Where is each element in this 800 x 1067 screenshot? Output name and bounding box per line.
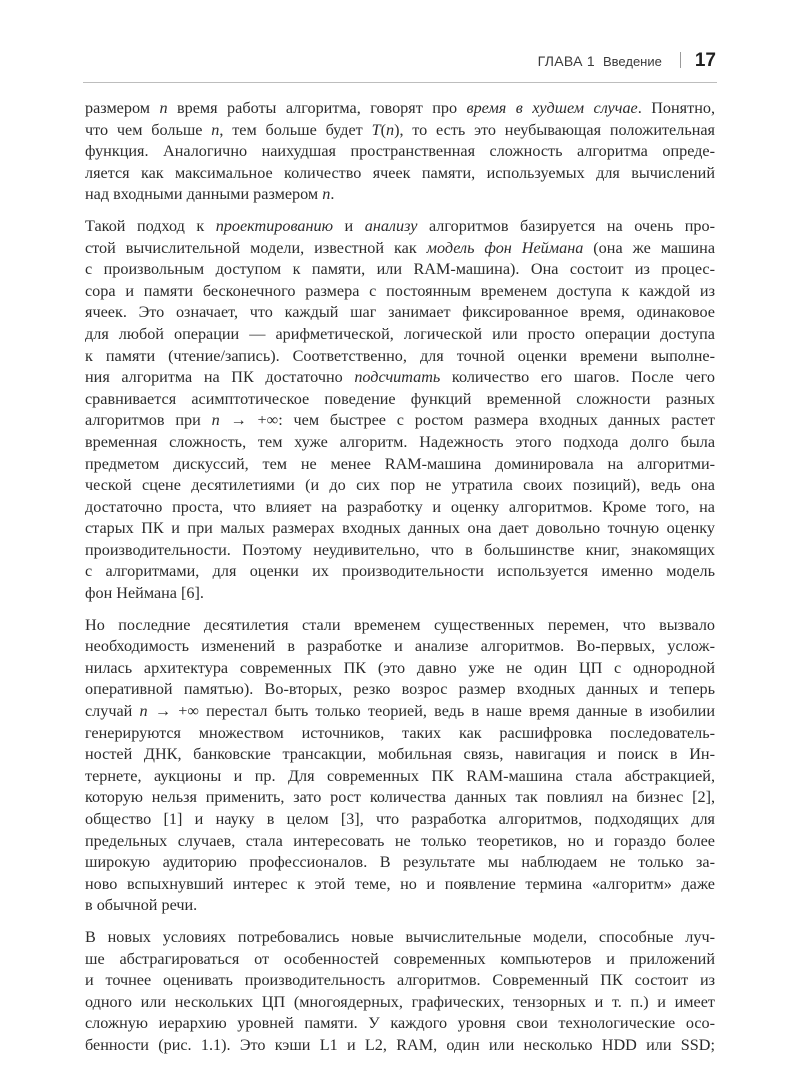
paragraph xyxy=(85,98,715,206)
text-run: , тем больше будет xyxy=(219,120,372,139)
text-run: ново вспыхнувший интерес к этой теме, но и появление термина «алгоритм» даже xyxy=(85,874,715,893)
paragraph xyxy=(85,216,715,605)
text-run: бенности (рис. 1.1). Это кэши L1 и L2, RAM, один или несколько HDD или SSD; xyxy=(85,1035,715,1054)
italic-text: n xyxy=(211,120,220,139)
text-line xyxy=(85,184,715,206)
chapter-label: ГЛАВА 1 xyxy=(537,53,595,69)
text-line xyxy=(85,723,715,745)
text-run: предельных случаев, стала интересовать не только теоретиков, но и гораздо более xyxy=(85,831,715,850)
text-line xyxy=(85,809,715,831)
text-line xyxy=(85,1035,715,1057)
text-run: над входными данными размером xyxy=(85,185,323,204)
text-line xyxy=(85,98,715,120)
text-line xyxy=(85,970,715,992)
italic-text: n xyxy=(385,120,395,139)
text-run: функция. Аналогично наихудшая пространственная сложность алгоритма опреде- xyxy=(85,142,715,161)
text-line xyxy=(85,540,715,562)
text-line xyxy=(85,216,715,238)
text-line xyxy=(85,701,715,723)
text-run: алгоритмов при xyxy=(85,411,212,430)
text-line xyxy=(85,992,715,1014)
text-line xyxy=(85,367,715,389)
italic-text: анализу xyxy=(364,216,418,235)
text-line xyxy=(85,615,715,637)
italic-text: время в худшем случае xyxy=(466,99,638,117)
text-run: ( xyxy=(380,120,386,139)
text-run: необходимость изменений в разработке и анализе алгоритмов. Во-первых, услож- xyxy=(85,637,715,656)
text-run: . xyxy=(330,185,335,204)
text-run: сравнивается асимптотическое поведение функций временной сложности разных xyxy=(85,389,715,408)
text-run: В новых условиях потребовались новые вычислительные модели, способные луч- xyxy=(85,927,715,946)
text-run: что чем больше xyxy=(85,120,212,139)
text-run: достаточно проста, что влияет на разработку и оценку алгоритмов. Кроме того, на xyxy=(85,497,715,516)
body-text xyxy=(85,98,715,1067)
text-line xyxy=(85,389,715,411)
italic-text: n xyxy=(139,702,148,721)
text-run: → +∞: чем быстрее с ростом размера входных данных растет xyxy=(219,411,715,430)
italic-text: модель фон Неймана xyxy=(426,238,584,257)
text-line xyxy=(85,636,715,658)
text-run: в обычной речи. xyxy=(85,896,198,915)
text-line xyxy=(85,583,715,605)
text-run: стой вычислительной модели, известной как xyxy=(85,238,427,257)
text-run: время работы алгоритма, говорят про xyxy=(167,99,467,117)
text-run: к памяти (чтение/запись). Соответственно, для точной оценки времени выполне- xyxy=(85,346,715,365)
text-run: ностей ДНК, банковские трансакции, мобильная связь, навигация и поиск в Ин- xyxy=(85,745,715,764)
text-run: старых ПК и при малых размерах входных данных она дает довольно точную оценку xyxy=(85,519,715,538)
text-run: предметом дискуссий, тем не менее RAM-машина доминировала на алгоритми- xyxy=(85,454,715,473)
text-run: ячеек. Это означает, что каждый шаг занимает фиксированное время, одинаковое xyxy=(85,303,715,322)
text-line xyxy=(85,831,715,853)
text-run: с алгоритмами, для оценки их производительности используется именно модель xyxy=(85,562,715,581)
italic-text: подсчитать xyxy=(354,368,441,387)
text-run: одного или нескольких ЦП (многоядерных, графических, тензорных и т. п.) и имеет xyxy=(85,992,715,1011)
italic-text: n xyxy=(322,185,331,204)
text-line xyxy=(85,141,715,163)
text-line xyxy=(85,1013,715,1035)
text-run: ше абстрагироваться от особенностей современных компьютеров и приложений xyxy=(85,949,715,968)
section-title: Введение xyxy=(602,54,662,69)
italic-text: T xyxy=(371,120,381,139)
text-line xyxy=(85,120,715,142)
text-line xyxy=(85,949,715,971)
text-run: ), то есть это неубывающая положительная xyxy=(394,120,715,139)
text-run: → +∞ перестал быть только теорией, ведь в наше время данные в изобилии xyxy=(147,702,715,721)
text-run: которую нельзя применить, зато рост количества данных так повлиял на бизнес [2], xyxy=(85,788,715,807)
text-line xyxy=(85,561,715,583)
text-run: с произвольным доступом к памяти, или RAM-машина). Она состоит из процес- xyxy=(85,260,715,279)
text-line xyxy=(85,432,715,454)
italic-text: проектированию xyxy=(215,216,334,235)
text-line xyxy=(85,874,715,896)
italic-text: n xyxy=(211,411,220,430)
text-line xyxy=(85,475,715,497)
text-run: (она же машина xyxy=(583,238,716,257)
text-line xyxy=(85,744,715,766)
text-line xyxy=(85,163,715,185)
text-line xyxy=(85,497,715,519)
text-run: генерируются множеством источников, таких как расшифровка последователь- xyxy=(85,723,715,742)
text-line xyxy=(85,281,715,303)
text-line xyxy=(85,927,715,949)
text-run: сора и памяти бесконечного размера с постоянным временем доступа к каждой из xyxy=(85,281,715,300)
page-number: 17 xyxy=(694,50,716,71)
text-line xyxy=(85,454,715,476)
text-run: количество его шагов. После чего xyxy=(440,368,715,387)
text-line xyxy=(85,259,715,281)
text-run: производительности. Поэтому неудивительно, что в большинстве книг, знакомящих xyxy=(85,540,715,559)
text-run: Такой подход к xyxy=(85,216,216,235)
text-run: для любой операции — арифметической, логической или просто операции доступа xyxy=(85,324,715,343)
text-run: ляется как максимальное количество ячеек памяти, используемых для вычислений xyxy=(85,163,715,182)
text-line xyxy=(85,766,715,788)
text-run: . Понятно, xyxy=(637,99,715,117)
text-run: ния алгоритма на ПК достаточно xyxy=(85,368,355,387)
text-run: общество [1] и науку в целом [3], что разработка алгоритмов, подходящих для xyxy=(85,810,715,828)
text-run: широкую аудиторию профессионалов. В результате мы наблюдаем не только за- xyxy=(85,853,715,872)
text-run: ческой сцене десятилетиями (и до сих пор не утратила своих позиций), ведь она xyxy=(85,476,715,495)
text-run: временная сложность, тем хуже алгоритм. Надежность этого подхода долго была xyxy=(85,432,715,451)
text-line xyxy=(85,238,715,260)
text-line xyxy=(85,302,715,324)
paragraph xyxy=(85,927,715,1057)
text-line xyxy=(85,658,715,680)
text-run: случай xyxy=(85,702,140,721)
text-line xyxy=(85,518,715,540)
page-header xyxy=(538,50,716,76)
text-run: Но последние десятилетия стали временем существенных перемен, что вызвало xyxy=(85,615,715,634)
text-run: и xyxy=(333,216,365,235)
text-line xyxy=(85,852,715,874)
text-line xyxy=(85,346,715,368)
text-line xyxy=(85,324,715,346)
text-line xyxy=(85,787,715,809)
text-run: тернете, аукционы и пр. Для современных ПК RAM-машина стала абстракцией, xyxy=(85,766,715,785)
text-run: оперативной памятью). Во-вторых, резко возрос размер входных данных и теперь xyxy=(85,680,715,699)
text-run: нилась архитектура современных ПК (это давно уже не один ЦП с однородной xyxy=(85,658,715,677)
paragraph xyxy=(85,615,715,917)
text-run: сложную иерархию уровней памяти. У каждого уровня свои технологические осо- xyxy=(85,1014,715,1033)
text-run: и точнее оценивать производительность алгоритмов. Современный ПК состоит из xyxy=(85,971,715,990)
text-run: фон Неймана [6]. xyxy=(85,584,204,603)
text-run: размером xyxy=(85,99,160,117)
header-separator xyxy=(680,52,681,68)
text-run: алгоритмов базируется на очень про- xyxy=(417,216,715,235)
header-rule xyxy=(83,82,717,83)
text-line xyxy=(85,895,715,917)
text-line xyxy=(85,679,715,701)
italic-text: n xyxy=(159,99,168,117)
text-line xyxy=(85,410,715,432)
